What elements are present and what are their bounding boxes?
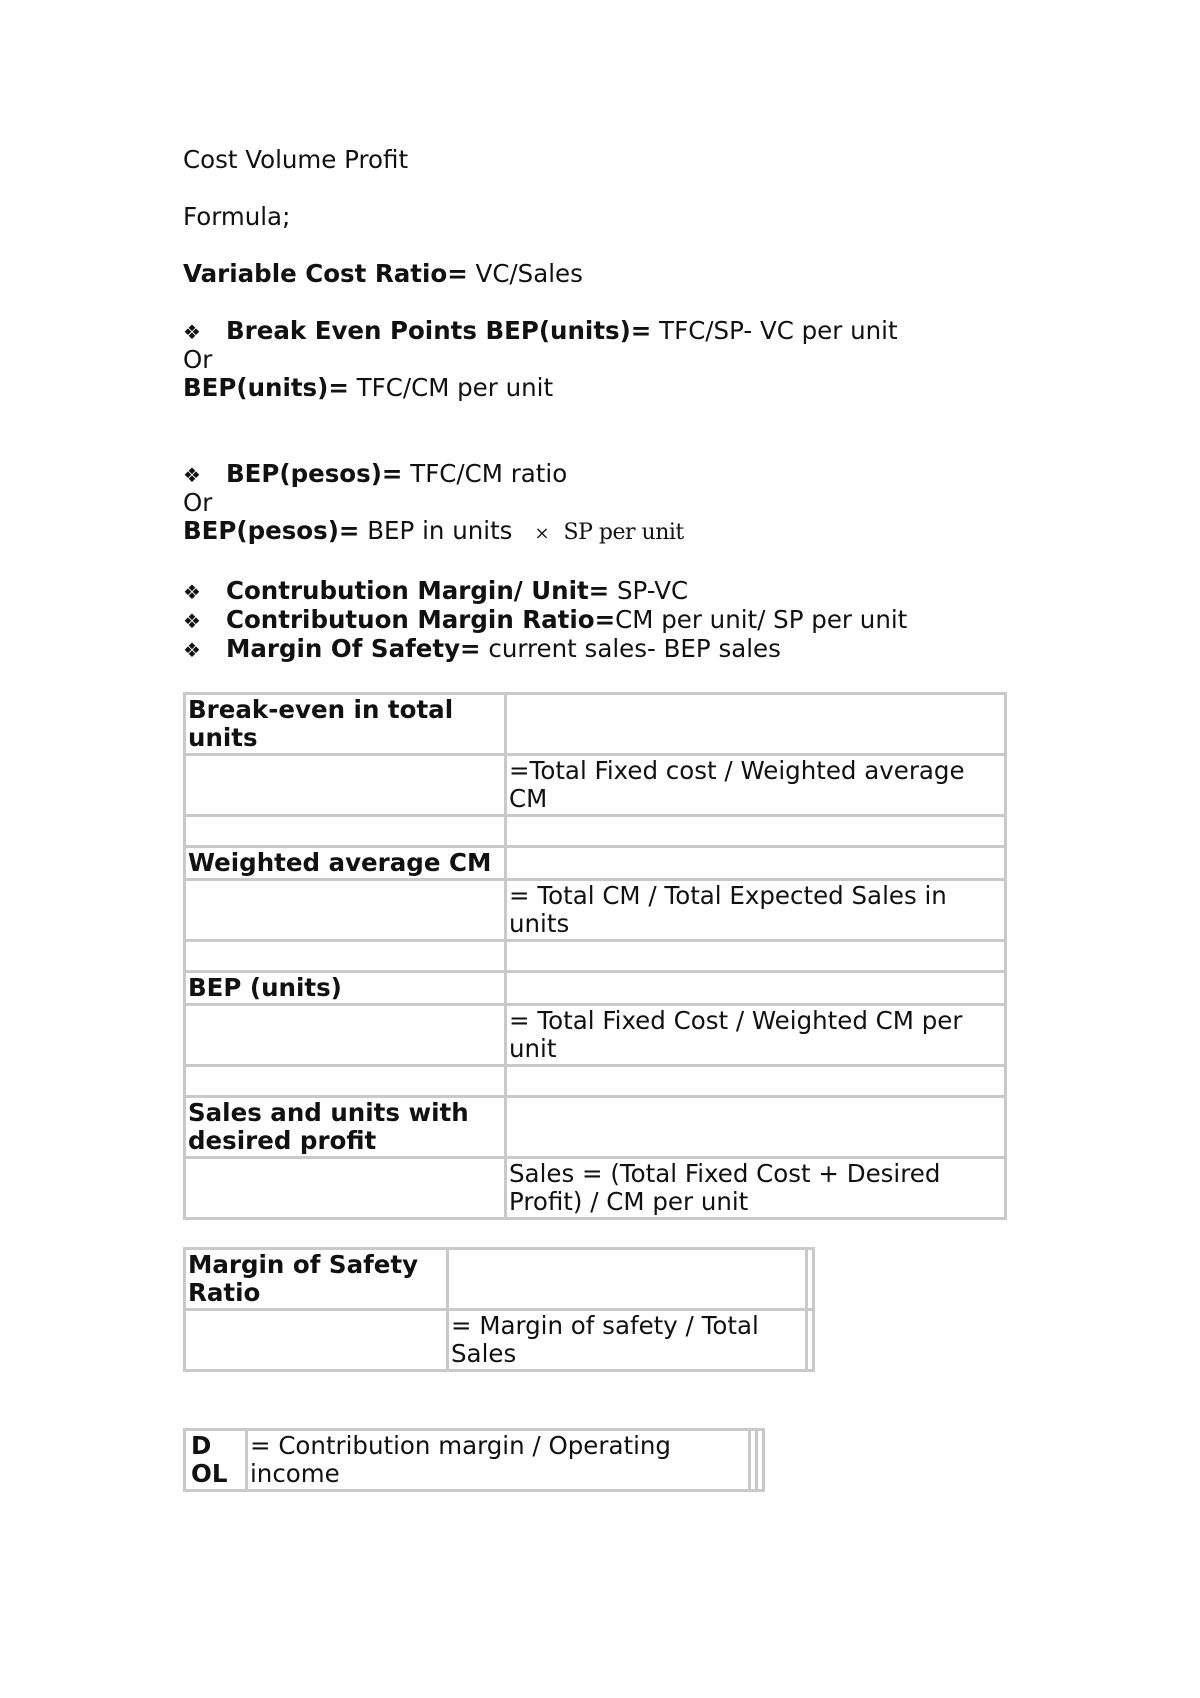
- table-row: [185, 1005, 1006, 1066]
- variable-cost-ratio-label: Variable Cost Ratio=: [183, 259, 468, 288]
- bullet-value: CM per unit/ SP per unit: [615, 605, 908, 634]
- bep-pesos-label: BEP(pesos)=: [226, 459, 403, 488]
- table-row: [185, 972, 1006, 1005]
- table-formula-cell: [506, 694, 1006, 755]
- table-formula-cell: [506, 1066, 1006, 1097]
- bullet-label: Margin Of Safety=: [226, 634, 481, 663]
- bullet-label: Contrubution Margin/ Unit=: [226, 576, 610, 605]
- table-label: Sales and units with desired profit: [188, 1098, 469, 1155]
- margin-safety-table-body: [185, 1249, 814, 1371]
- table-formula-cell: = Total CM / Total Expected Sales in units: [506, 880, 1006, 941]
- bep-units-bullet: [183, 317, 1083, 346]
- table-label-cell: [185, 694, 506, 755]
- bep-pesos-or: Or: [183, 488, 213, 517]
- table-label-cell: [185, 1066, 506, 1097]
- table-cell: [750, 1430, 757, 1491]
- bep-units-or: Or: [183, 345, 213, 374]
- table-label: Break-even in total units: [188, 695, 454, 752]
- table-row: [185, 941, 1006, 972]
- table-cell: [807, 1310, 814, 1371]
- table-formula-cell: = Margin of safety / Total Sales: [448, 1310, 807, 1371]
- table-label-cell: [185, 941, 506, 972]
- table-label-cell: [185, 1310, 448, 1371]
- table-label-cell: [185, 1097, 506, 1158]
- diamond-bullet-icon: ❖: [183, 320, 201, 344]
- table-cell: [807, 1249, 814, 1310]
- dol-formula-cell: = Contribution margin / Operating income: [247, 1430, 750, 1491]
- dol-table: [183, 1428, 765, 1492]
- bullet-label: Contributuon Margin Ratio=: [226, 605, 616, 634]
- bep-units-label: Break Even Points BEP(units)=: [226, 316, 652, 345]
- bep-pesos-value: TFC/CM ratio: [402, 459, 568, 488]
- table-row: [185, 1158, 1006, 1219]
- table-row: [185, 1430, 764, 1491]
- formula-table: [183, 692, 1007, 1220]
- table-label-cell: [185, 847, 506, 880]
- variable-cost-ratio-value: VC/Sales: [467, 259, 583, 288]
- table-label-cell: [185, 1249, 448, 1310]
- table-label-cell: [185, 972, 506, 1005]
- table-row: [185, 694, 1006, 755]
- table-label-cell: [185, 755, 506, 816]
- multiply-sign: ×: [534, 523, 550, 544]
- diamond-bullet-icon: ❖: [183, 609, 201, 633]
- table-row: [185, 1066, 1006, 1097]
- table-label-cell: [185, 816, 506, 847]
- table-label: Margin of Safety Ratio: [188, 1250, 419, 1307]
- doc-title: Cost Volume Profit: [183, 145, 409, 174]
- table-formula-cell: Sales = (Total Fixed Cost + Desired Profit) / CM per unit: [506, 1158, 1006, 1219]
- cm-ratio-bullet: [183, 606, 1083, 635]
- dol-label-cell: [185, 1430, 247, 1491]
- table-row: [185, 755, 1006, 816]
- formula-heading: Formula;: [183, 202, 291, 231]
- bep-units-alt-value: TFC/CM per unit: [348, 373, 554, 402]
- dol-label: DOL: [191, 1431, 228, 1488]
- margin-safety-table: [183, 1247, 815, 1372]
- variable-cost-ratio: [183, 260, 1083, 288]
- document-page: [183, 146, 1083, 1492]
- table-row: [185, 1097, 1006, 1158]
- bep-pesos-alt-value2: SP per unit: [563, 520, 684, 545]
- table-formula-cell: [506, 972, 1006, 1005]
- table-cell: [757, 1430, 764, 1491]
- table-label-cell: [185, 1158, 506, 1219]
- bep-units-alt-label: BEP(units)=: [183, 373, 349, 402]
- bep-units-alt: [183, 374, 1083, 402]
- bep-pesos-alt-value: BEP in units: [359, 516, 513, 545]
- table-row: [185, 1249, 814, 1310]
- table-row: [185, 880, 1006, 941]
- margin-of-safety-bullet: [183, 635, 1083, 664]
- formula-table-body: [185, 694, 1006, 1219]
- table-formula-cell: [506, 816, 1006, 847]
- diamond-bullet-icon: ❖: [183, 638, 201, 662]
- table-formula-cell: =Total Fixed cost / Weighted average CM: [506, 755, 1006, 816]
- cm-unit-bullet: [183, 577, 1083, 606]
- diamond-bullet-icon: ❖: [183, 580, 201, 604]
- bep-pesos-alt: [183, 517, 1083, 548]
- diamond-bullet-icon: ❖: [183, 463, 201, 487]
- table-row: [185, 816, 1006, 847]
- table-label: BEP (units): [188, 973, 342, 1002]
- table-formula-cell: [506, 1097, 1006, 1158]
- table-formula-cell: = Total Fixed Cost / Weighted CM per unit: [506, 1005, 1006, 1066]
- bullet-value: current sales- BEP sales: [480, 634, 781, 663]
- table-label-cell: [185, 880, 506, 941]
- table-row: [185, 1310, 814, 1371]
- table-formula-cell: [506, 941, 1006, 972]
- bep-pesos-bullet: [183, 460, 1083, 489]
- table-formula-cell: [448, 1249, 807, 1310]
- table-formula-cell: [506, 847, 1006, 880]
- bullet-value: SP-VC: [609, 576, 689, 605]
- bep-units-value: TFC/SP- VC per unit: [651, 316, 898, 345]
- table-label-cell: [185, 1005, 506, 1066]
- table-row: [185, 847, 1006, 880]
- bep-pesos-alt-label: BEP(pesos)=: [183, 516, 360, 545]
- table-label: Weighted average CM: [188, 848, 492, 877]
